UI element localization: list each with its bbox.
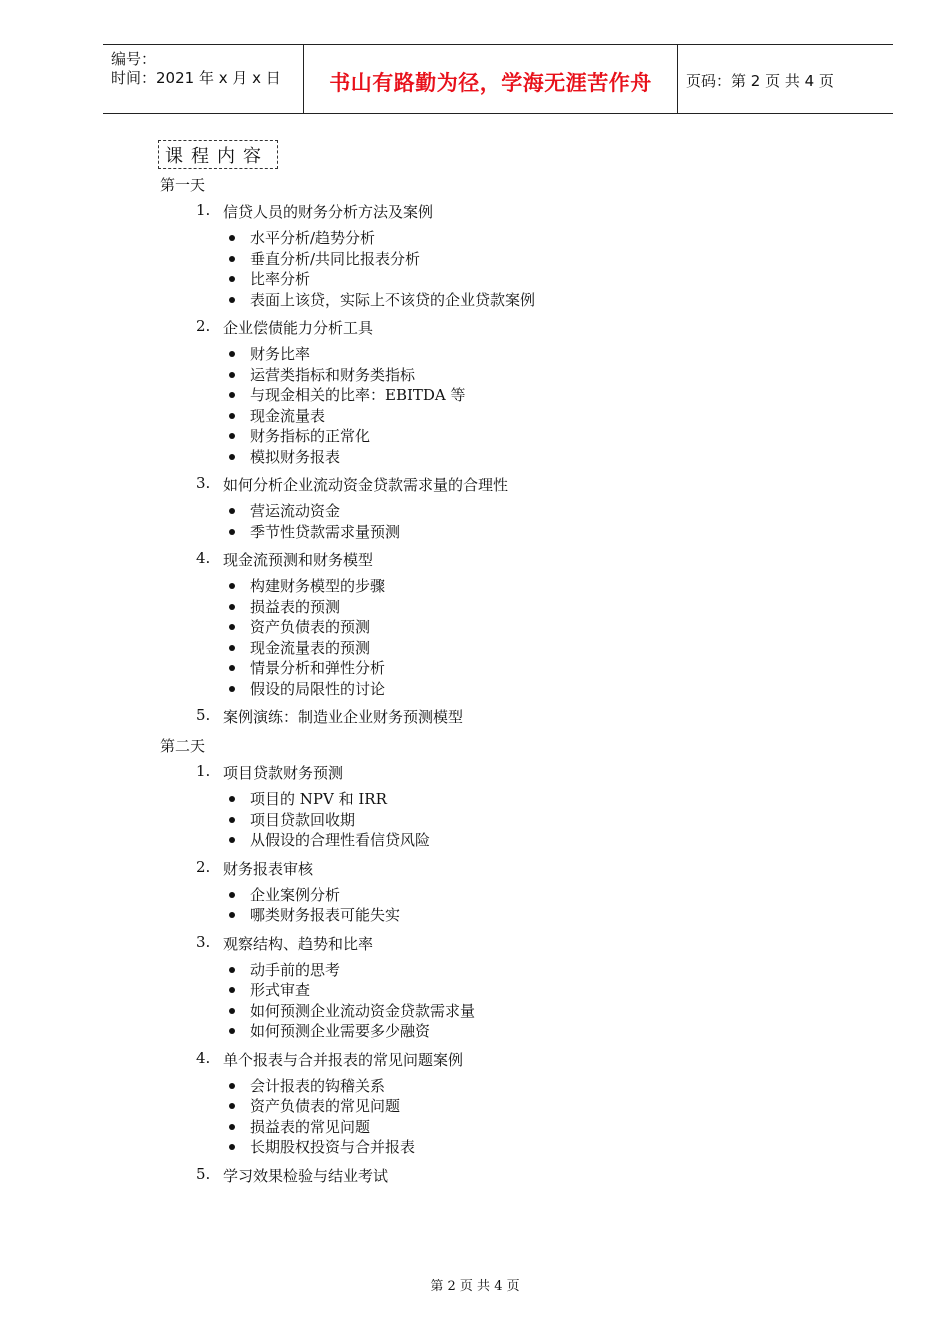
bullet-item: 水平分析/趋势分析 xyxy=(250,229,376,247)
item-number: 1. xyxy=(196,762,211,780)
page-footer: 第 2 页 共 4 页 xyxy=(430,1279,520,1294)
bullet-dot xyxy=(229,433,235,439)
bullet-item: 构建财务模型的步骤 xyxy=(250,577,386,595)
item-title: 项目贷款财务预测 xyxy=(223,764,344,782)
course-title: 课程内容 xyxy=(158,140,278,169)
item-number: 1. xyxy=(196,201,211,219)
item-title: 如何分析企业流动资金贷款需求量的合理性 xyxy=(223,476,509,494)
item-number: 2. xyxy=(196,317,211,335)
bullet-dot xyxy=(229,645,235,651)
time-label: 时间：2021 年 x 月 x 日 xyxy=(111,69,281,87)
bullet-dot xyxy=(229,1008,235,1014)
bullet-dot xyxy=(229,372,235,378)
header-meta-cell xyxy=(103,45,304,113)
bullet-item: 季节性贷款需求量预测 xyxy=(250,522,401,541)
bullet-dot xyxy=(229,297,235,303)
bullet-dot xyxy=(229,276,235,282)
bullet-item: 财务比率 xyxy=(250,345,311,363)
bullet-item: 比率分析 xyxy=(250,270,311,288)
item-title: 学习效果检验与结业考试 xyxy=(223,1166,389,1185)
item-title: 财务报表审核 xyxy=(223,859,314,878)
bullet-item: 损益表的常见问题 xyxy=(250,1117,371,1136)
bullet-item: 会计报表的钩稽关系 xyxy=(250,1076,386,1095)
bullet-item: 形式审查 xyxy=(250,981,311,999)
bullet-dot xyxy=(229,1083,235,1089)
bullet-dot xyxy=(229,1124,235,1130)
bullet-item: 情景分析和弹性分析 xyxy=(250,659,386,677)
bullet-item: 哪类财务报表可能失实 xyxy=(250,906,401,924)
page-header xyxy=(103,44,893,114)
bullet-item: 模拟财务报表 xyxy=(250,447,341,466)
day-heading: 第一天 xyxy=(160,176,206,194)
item-title: 案例演练：制造业企业财务预测模型 xyxy=(223,708,464,726)
bullet-item: 如何预测企业流动资金贷款需求量 xyxy=(250,1001,476,1020)
motto: 书山有路勤为径，学海无涯苦作舟 xyxy=(329,71,652,95)
bullet-item: 项目贷款回收期 xyxy=(250,810,356,829)
bullet-item: 资产负债表的预测 xyxy=(250,618,371,636)
day-heading: 第二天 xyxy=(160,737,206,755)
bullet-item: 如何预测企业需要多少融资 xyxy=(250,1022,431,1040)
item-number: 5. xyxy=(196,706,211,724)
item-title: 观察结构、趋势和比率 xyxy=(223,934,374,953)
number-label: 编号： xyxy=(111,50,157,68)
bullet-dot xyxy=(229,796,235,802)
item-number: 4. xyxy=(196,1048,211,1067)
header-motto-cell xyxy=(304,45,678,113)
bullet-dot xyxy=(229,1144,235,1150)
bullet-dot xyxy=(229,351,235,357)
bullet-item: 垂直分析/共同比报表分析 xyxy=(250,249,421,268)
bullet-item: 假设的局限性的讨论 xyxy=(250,679,386,698)
bullet-dot xyxy=(229,1028,235,1034)
item-title: 现金流预测和财务模型 xyxy=(223,551,374,569)
item-number: 2. xyxy=(196,857,211,876)
bullet-dot xyxy=(229,604,235,610)
bullet-dot xyxy=(229,817,235,823)
item-number: 3. xyxy=(196,474,211,492)
bullet-item: 资产负债表的常见问题 xyxy=(250,1097,401,1115)
bullet-item: 长期股权投资与合并报表 xyxy=(250,1138,416,1156)
bullet-item: 动手前的思考 xyxy=(250,960,341,979)
bullet-dot xyxy=(229,624,235,630)
item-number: 4. xyxy=(196,549,211,567)
bullet-dot xyxy=(229,529,235,535)
bullet-item: 损益表的预测 xyxy=(250,597,341,616)
bullet-dot xyxy=(229,912,235,918)
page-number-label: 页码：第 2 页 共 4 页 xyxy=(686,72,834,90)
bullet-dot xyxy=(229,508,235,514)
bullet-item: 财务指标的正常化 xyxy=(250,427,371,445)
bullet-item: 从假设的合理性看信贷风险 xyxy=(250,831,431,849)
bullet-dot xyxy=(229,987,235,993)
item-title: 单个报表与合并报表的常见问题案例 xyxy=(223,1050,464,1069)
bullet-item: 表面上该贷，实际上不该贷的企业贷款案例 xyxy=(250,290,536,309)
bullet-item: 企业案例分析 xyxy=(250,885,341,904)
bullet-item: 运营类指标和财务类指标 xyxy=(250,365,416,384)
bullet-item: 现金流量表的预测 xyxy=(250,638,371,657)
bullet-dot xyxy=(229,892,235,898)
bullet-dot xyxy=(229,1103,235,1109)
item-title: 信贷人员的财务分析方法及案例 xyxy=(223,203,434,221)
bullet-dot xyxy=(229,235,235,241)
bullet-dot xyxy=(229,454,235,460)
item-title: 企业偿债能力分析工具 xyxy=(223,319,374,337)
bullet-dot xyxy=(229,837,235,843)
bullet-item: 与现金相关的比率：EBITDA 等 xyxy=(250,386,466,404)
bullet-dot xyxy=(229,583,235,589)
header-page-cell xyxy=(678,45,893,113)
bullet-dot xyxy=(229,967,235,973)
bullet-item: 现金流量表 xyxy=(250,406,326,425)
item-number: 3. xyxy=(196,932,211,951)
bullet-dot xyxy=(229,686,235,692)
bullet-item: 营运流动资金 xyxy=(250,502,341,520)
bullet-dot xyxy=(229,256,235,262)
bullet-item: 项目的 NPV 和 IRR xyxy=(250,790,387,808)
bullet-dot xyxy=(229,392,235,398)
item-number: 5. xyxy=(196,1164,211,1183)
bullet-dot xyxy=(229,413,235,419)
bullet-dot xyxy=(229,665,235,671)
